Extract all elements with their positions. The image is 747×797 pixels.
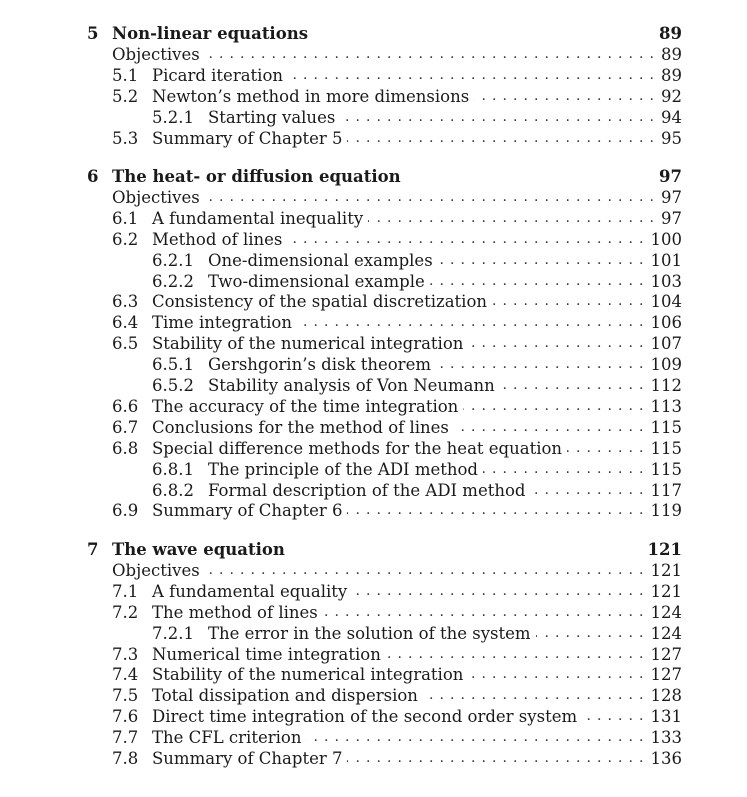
section-title: The error in the solution of the system [208, 623, 536, 644]
toc-subsection-row[interactable] [0, 459, 747, 480]
toc-section-row[interactable] [0, 229, 747, 250]
section-number: 6.5.2 [152, 376, 194, 395]
section-page: 101 [646, 250, 683, 271]
section-number: 6.4 [112, 313, 139, 333]
chapter-number: 7 [87, 540, 99, 559]
section-number: 6.8 [112, 438, 139, 458]
toc-section-row[interactable] [0, 312, 747, 333]
section-title: Numerical time integration [152, 644, 386, 665]
section-number: 5.1 [112, 65, 139, 85]
section-number: 7.6 [112, 707, 139, 727]
toc-section-row[interactable] [0, 560, 747, 581]
section-title: A fundamental inequality [152, 208, 368, 229]
section-page: 97 [656, 187, 682, 208]
toc-chapter-row[interactable] [0, 166, 747, 187]
toc-section-row[interactable] [0, 685, 747, 706]
section-number: 7.2 [112, 602, 139, 622]
toc-section-row[interactable] [0, 86, 747, 107]
section-page: 106 [646, 312, 683, 333]
toc-subsection-row[interactable] [0, 375, 747, 396]
section-page: 121 [646, 560, 683, 581]
section-page: 119 [646, 500, 683, 521]
section-title: Objectives [112, 44, 205, 65]
section-title: A fundamental equality [152, 581, 352, 602]
section-page: 128 [646, 685, 683, 706]
section-number: 6.7 [112, 417, 139, 437]
toc-section-row[interactable] [0, 581, 747, 602]
toc-section-row[interactable] [0, 706, 747, 727]
chapter-page: 121 [643, 539, 682, 560]
section-title: Stability analysis of Von Neumann [208, 375, 500, 396]
section-title: Summary of Chapter 6 [152, 500, 347, 521]
section-number: 7.4 [112, 665, 139, 685]
toc-section-row[interactable] [0, 417, 747, 438]
section-page: 94 [656, 107, 682, 128]
section-number: 6.2.1 [152, 250, 194, 270]
chapter-number: 6 [87, 167, 99, 186]
section-page: 113 [646, 396, 683, 417]
section-title: Time integration [152, 312, 297, 333]
section-page: 97 [656, 208, 682, 229]
toc-section-row[interactable] [0, 187, 747, 208]
section-title: Objectives [112, 560, 205, 581]
toc-section-row[interactable] [0, 748, 747, 769]
section-page: 107 [646, 333, 683, 354]
chapter-page: 97 [654, 166, 682, 187]
section-page: 124 [646, 623, 683, 644]
section-number: 6.8.1 [152, 459, 194, 479]
toc-section-row[interactable] [0, 208, 747, 229]
toc-section-row[interactable] [0, 727, 747, 748]
section-page: 115 [646, 417, 683, 438]
section-page: 115 [646, 438, 683, 459]
section-title: Newton’s method in more dimensions [152, 86, 474, 107]
toc-section-row[interactable] [0, 664, 747, 685]
section-number: 7.1 [112, 581, 139, 601]
section-title: Total dissipation and dispersion [152, 685, 423, 706]
section-title: The accuracy of the time integration [152, 396, 463, 417]
section-title: The method of lines [152, 602, 323, 623]
toc-subsection-row[interactable] [0, 623, 747, 644]
section-title: Special difference methods for the heat equation [152, 438, 567, 459]
section-title: Stability of the numerical integration [152, 664, 468, 685]
toc-section-row[interactable] [0, 65, 747, 86]
section-page: 127 [646, 664, 683, 685]
chapter-number: 5 [87, 24, 99, 43]
chapter-page: 89 [654, 23, 682, 44]
section-title: One-dimensional examples [208, 250, 438, 271]
section-number: 5.2.1 [152, 107, 194, 127]
section-number: 7.7 [112, 728, 139, 748]
section-number: 7.5 [112, 686, 139, 706]
section-number: 5.3 [112, 128, 139, 148]
section-page: 121 [646, 581, 683, 602]
section-title: Direct time integration of the second order system [152, 706, 582, 727]
toc-section-row[interactable] [0, 291, 747, 312]
section-page: 124 [646, 602, 683, 623]
toc-section-row[interactable] [0, 44, 747, 65]
section-page: 104 [646, 291, 683, 312]
section-page: 89 [656, 44, 682, 65]
section-title: Stability of the numerical integration [152, 333, 468, 354]
section-page: 109 [646, 354, 683, 375]
section-number: 7.3 [112, 644, 139, 664]
toc-chapter-row[interactable] [0, 539, 747, 560]
section-number: 6.5 [112, 334, 139, 354]
section-title: Summary of Chapter 5 [152, 128, 347, 149]
section-title: Picard iteration [152, 65, 288, 86]
section-number: 6.9 [112, 501, 139, 521]
chapter-title: The heat- or diffusion equation [112, 166, 406, 187]
section-number: 6.3 [112, 292, 139, 312]
section-page: 117 [646, 480, 683, 501]
section-page: 95 [656, 128, 682, 149]
section-number: 7.8 [112, 749, 139, 768]
section-title: Gershgorin’s disk theorem [208, 354, 436, 375]
section-title: Two-dimensional example [208, 271, 430, 292]
section-page: 103 [646, 271, 683, 292]
section-page: 115 [646, 459, 683, 480]
toc-subsection-row[interactable] [0, 250, 747, 271]
section-title: Consistency of the spatial discretization [152, 291, 492, 312]
section-page: 92 [656, 86, 682, 107]
section-page: 133 [646, 727, 683, 748]
section-page: 89 [656, 65, 682, 86]
toc-subsection-row[interactable] [0, 107, 747, 128]
toc-section-row[interactable] [0, 644, 747, 665]
toc-subsection-row[interactable] [0, 480, 747, 501]
toc-section-row[interactable] [0, 438, 747, 459]
chapter-title: The wave equation [112, 539, 290, 560]
toc-section-row[interactable] [0, 128, 747, 149]
toc-section-row[interactable] [0, 602, 747, 623]
section-title: Conclusions for the method of lines [152, 417, 454, 438]
section-title: Summary of Chapter 7 [152, 748, 347, 769]
section-number: 6.6 [112, 396, 139, 416]
section-title: Starting values [208, 107, 340, 128]
toc-section-row[interactable] [0, 396, 747, 417]
section-number: 5.2 [112, 86, 139, 106]
section-page: 127 [646, 644, 683, 665]
section-number: 6.8.2 [152, 480, 194, 500]
section-page: 100 [646, 229, 683, 250]
toc-section-row[interactable] [0, 333, 747, 354]
toc-chapter-row[interactable] [0, 23, 747, 44]
section-number: 6.1 [112, 208, 139, 228]
section-title: The CFL criterion [152, 727, 306, 748]
chapter-title: Non-linear equations [112, 23, 313, 44]
toc-section-row[interactable] [0, 500, 747, 521]
section-page: 136 [646, 748, 683, 769]
toc-subsection-row[interactable] [0, 354, 747, 375]
section-title: The principle of the ADI method [208, 459, 483, 480]
section-title: Formal description of the ADI method [208, 480, 530, 501]
section-number: 6.5.1 [152, 355, 194, 375]
section-page: 131 [646, 706, 683, 727]
section-page: 112 [646, 375, 683, 396]
section-title: Objectives [112, 187, 205, 208]
section-title: Method of lines [152, 229, 287, 250]
toc-subsection-row[interactable] [0, 271, 747, 292]
section-number: 6.2.2 [152, 271, 194, 291]
section-number: 7.2.1 [152, 623, 194, 643]
section-number: 6.2 [112, 229, 139, 249]
